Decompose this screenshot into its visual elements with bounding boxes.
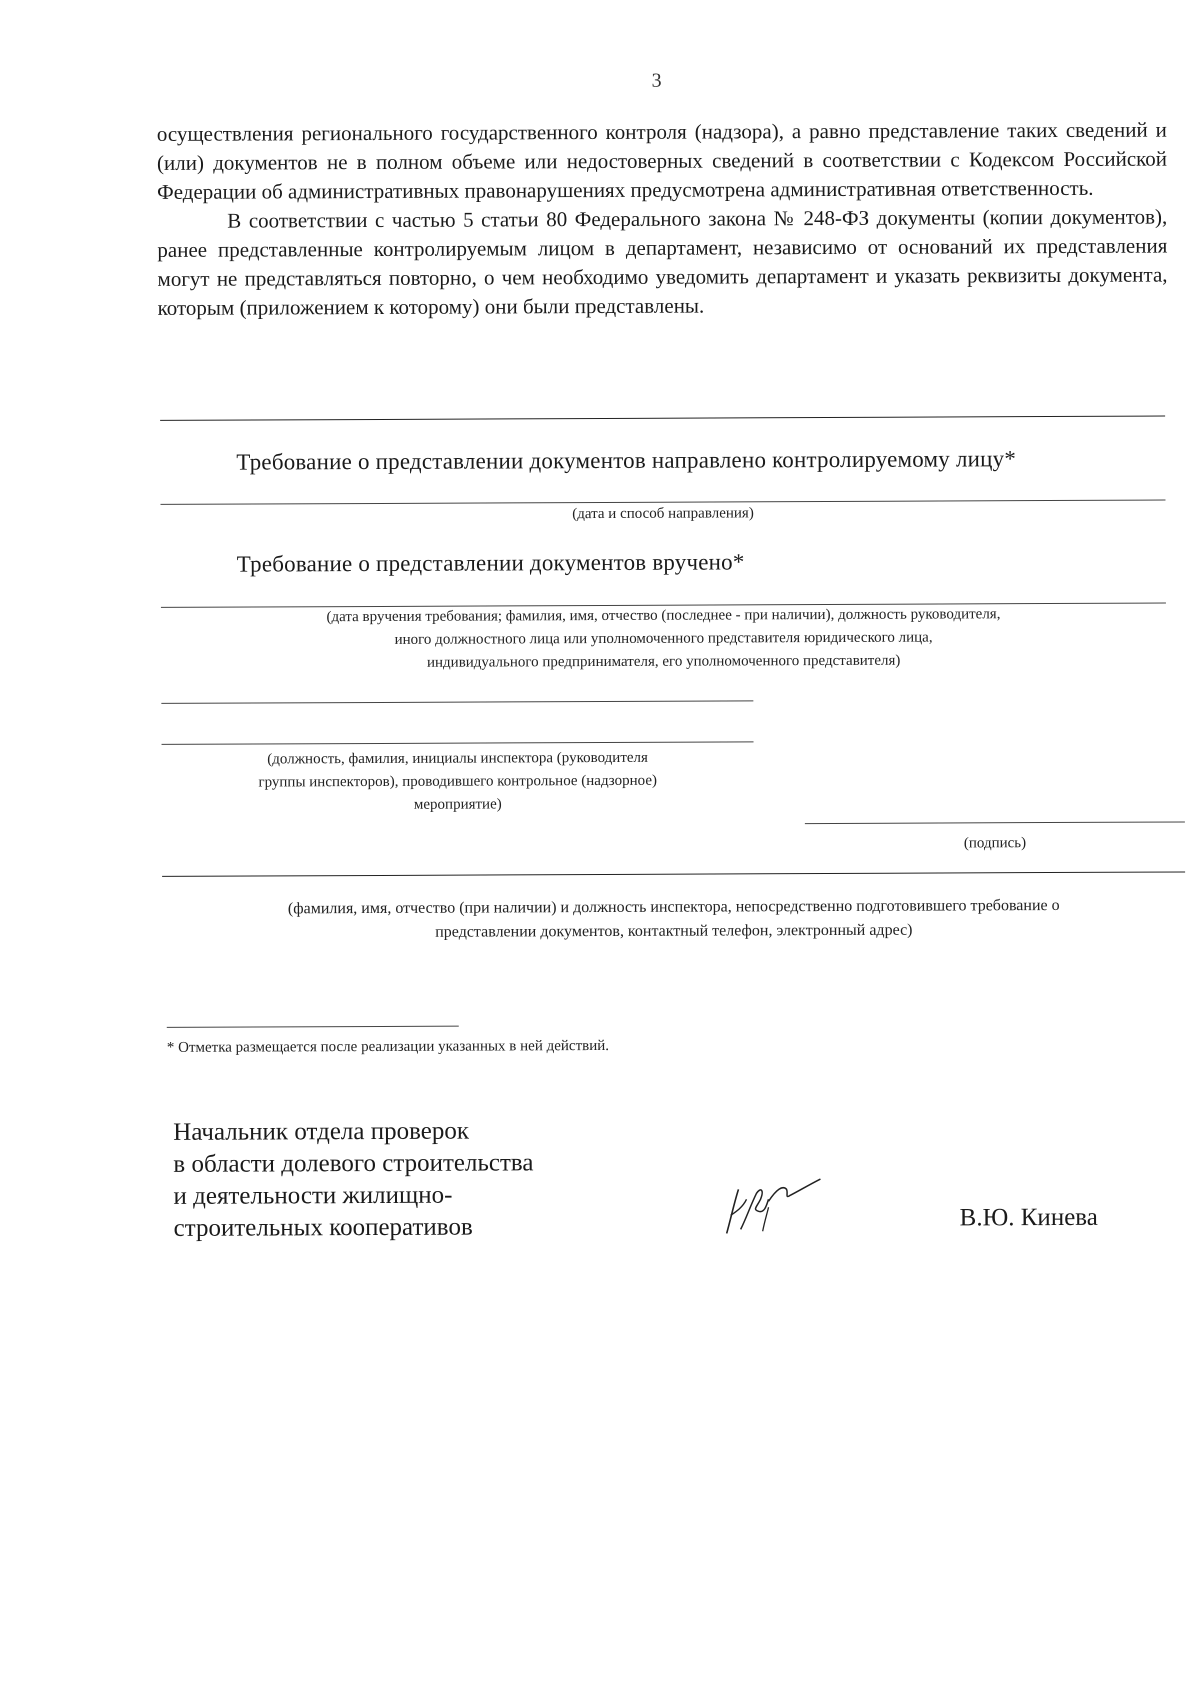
preparer-caption-line-1: (фамилия, имя, отчество (при наличии) и должность инспектора, непосредственно подготовившего требование о xyxy=(287,896,1060,918)
inspector-line-1 xyxy=(161,700,753,704)
body-text xyxy=(157,116,1168,323)
paragraph-continuation: осуществления регионального государственного контроля (надзора), а равно представление таких сведений и (или) документов не в полном объеме или недостоверных сведений в соответствии с Кодексом Российской Федерации об административных правонарушениях предусмотрена административная ответственность. xyxy=(156,117,1168,204)
signatory-title-line: в области долевого строительства xyxy=(173,1149,534,1178)
preparer-line xyxy=(162,871,1185,876)
signatory-title xyxy=(173,1115,534,1245)
signature-line xyxy=(805,821,1185,824)
sent-caption: (дата и способ направления) xyxy=(572,505,754,523)
separator-line xyxy=(160,416,1165,421)
inspector-line-2 xyxy=(162,741,754,745)
signer-name: В.Ю. Кинева xyxy=(959,1203,1098,1232)
inspector-caption-line-2: группы инспекторов), проводившего контрольное (надзорное) xyxy=(258,772,658,791)
signatory-title-line: и деятельности жилищно- xyxy=(173,1181,453,1210)
handwritten-signature xyxy=(716,1171,826,1241)
page-number: 3 xyxy=(651,69,662,92)
signatory-title-line: строительных кооперативов xyxy=(173,1213,473,1242)
delivered-caption-line-2: иного должностного лица или уполномоченного представителя юридического лица, xyxy=(394,629,933,648)
inspector-caption-line-1: (должность, фамилия, инициалы инспектора (руководителя xyxy=(267,749,648,768)
inspector-caption-line-3: мероприятие) xyxy=(413,796,502,813)
footnote-separator xyxy=(167,1026,459,1028)
signatory-title-line: Начальник отдела проверок xyxy=(173,1117,470,1146)
paragraph-resubmission-rule: В соответствии с частью 5 статьи 80 Федерального закона № 248-ФЗ документы (копии документов), ранее представленные контролируемым лицом в департамент, независимо от оснований их представления могут не представляться повторно, о чем необходимо уведомить департамент и указать реквизиты документа, которым (приложением к которому) они были представлены. xyxy=(157,204,1168,320)
delivered-caption-line-3: индивидуального предпринимателя, его уполномоченного представителя) xyxy=(426,652,901,671)
preparer-caption-line-2: представлении документов, контактный телефон, электронный адрес) xyxy=(435,921,913,941)
delivered-heading: Требование о представлении документов вручено* xyxy=(236,549,745,577)
footnote: * Отметка размещается после реализации указанных в ней действий. xyxy=(166,1037,610,1056)
delivered-caption-line-1: (дата вручения требования; фамилия, имя, отчество (последнее - при наличии), должность руководителя, xyxy=(326,606,1001,626)
signature-caption: (подпись) xyxy=(963,835,1027,852)
sent-heading: Требование о представлении документов направлено контролируемому лицу* xyxy=(236,446,1017,475)
